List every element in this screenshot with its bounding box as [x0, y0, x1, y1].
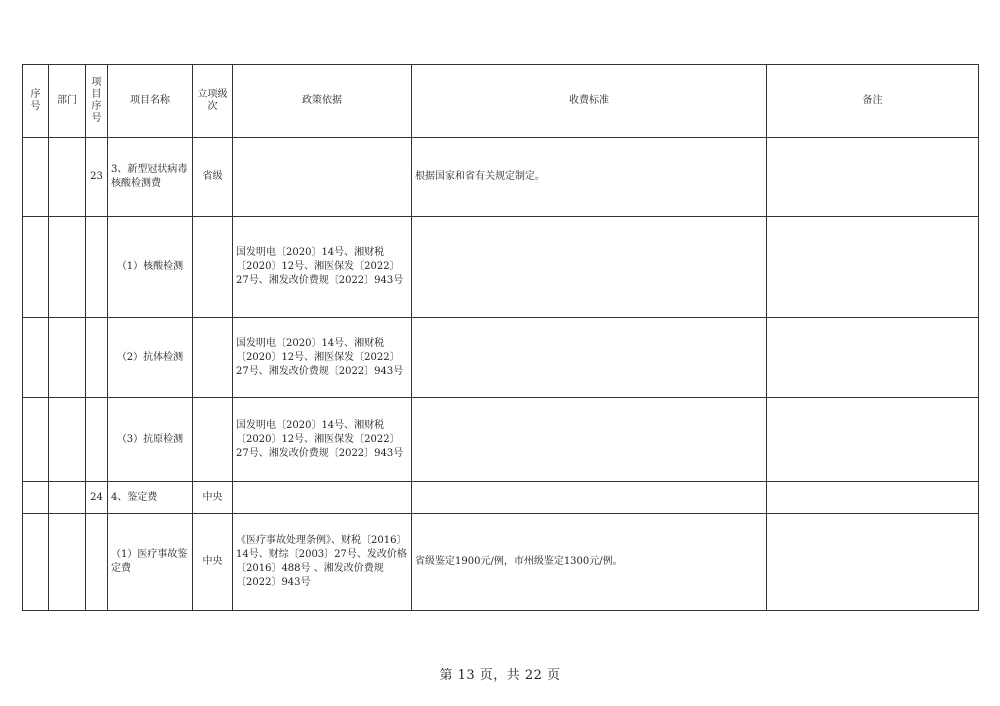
cell-basis: 国发明电〔2020〕14号、湘财税〔2020〕12号、湘医保发〔2022〕27号、湘发改价费规〔2022〕943号 [233, 398, 412, 482]
cell-remarks [767, 398, 979, 482]
cell-standard: 根据国家和省有关规定制定。 [412, 138, 767, 217]
cell-standard [412, 217, 767, 318]
table-row [23, 318, 979, 398]
table-row [23, 138, 979, 217]
cell-basis: 国发明电〔2020〕14号、湘财税〔2020〕12号、湘医保发〔2022〕27号、湘发改价费规〔2022〕943号 [233, 217, 412, 318]
cell-item-no: 24 [86, 482, 108, 514]
cell-seq [23, 398, 49, 482]
cell-seq [23, 217, 49, 318]
cell-item-no [86, 398, 108, 482]
fee-table [22, 64, 979, 611]
cell-name: （2）抗体检测 [108, 318, 193, 398]
cell-seq [23, 138, 49, 217]
cell-dept [49, 138, 86, 217]
cell-remarks [767, 482, 979, 514]
col-header-name: 项目名称 [108, 65, 193, 138]
cell-remarks [767, 217, 979, 318]
col-header-item-no: 项目序号 [86, 65, 108, 138]
cell-standard [412, 482, 767, 514]
cell-seq [23, 514, 49, 611]
cell-dept [49, 514, 86, 611]
table-row [23, 482, 979, 514]
table-row [23, 398, 979, 482]
cell-level [193, 318, 233, 398]
cell-level [193, 217, 233, 318]
cell-seq [23, 482, 49, 514]
cell-remarks [767, 514, 979, 611]
cell-name: 3、新型冠状病毒核酸检测费 [108, 138, 193, 217]
cell-level: 省级 [193, 138, 233, 217]
cell-dept [49, 217, 86, 318]
cell-seq [23, 318, 49, 398]
cell-item-no: 23 [86, 138, 108, 217]
cell-remarks [767, 138, 979, 217]
table-row [23, 217, 979, 318]
cell-item-no [86, 318, 108, 398]
cell-dept [49, 318, 86, 398]
header-row [23, 65, 979, 138]
cell-dept [49, 482, 86, 514]
col-header-level: 立项级次 [193, 65, 233, 138]
col-header-dept: 部门 [49, 65, 86, 138]
cell-level [193, 398, 233, 482]
col-header-seq: 序号 [23, 65, 49, 138]
cell-basis [233, 138, 412, 217]
cell-basis: 国发明电〔2020〕14号、湘财税〔2020〕12号、湘医保发〔2022〕27号、湘发改价费规〔2022〕943号 [233, 318, 412, 398]
cell-name: （3）抗原检测 [108, 398, 193, 482]
table-row [23, 514, 979, 611]
cell-name: 4、鉴定费 [108, 482, 193, 514]
col-header-remarks: 备注 [767, 65, 979, 138]
page-number: 第 13 页，共 22 页 [439, 668, 561, 683]
cell-standard: 省级鉴定1900元/例，市州级鉴定1300元/例。 [412, 514, 767, 611]
cell-standard [412, 398, 767, 482]
col-header-standard: 收费标准 [412, 65, 767, 138]
col-header-basis: 政策依据 [233, 65, 412, 138]
cell-item-no [86, 217, 108, 318]
cell-basis: 《医疗事故处理条例》、财税〔2016〕14号、财综〔2003〕27号、发改价格〔2016〕488号 、湘发改价费规〔2022〕943号 [233, 514, 412, 611]
cell-name: （1）医疗事故鉴定费 [108, 514, 193, 611]
cell-level: 中央 [193, 482, 233, 514]
cell-level: 中央 [193, 514, 233, 611]
cell-standard [412, 318, 767, 398]
cell-basis [233, 482, 412, 514]
cell-remarks [767, 318, 979, 398]
cell-dept [49, 398, 86, 482]
cell-name: （1）核酸检测 [108, 217, 193, 318]
cell-item-no [86, 514, 108, 611]
